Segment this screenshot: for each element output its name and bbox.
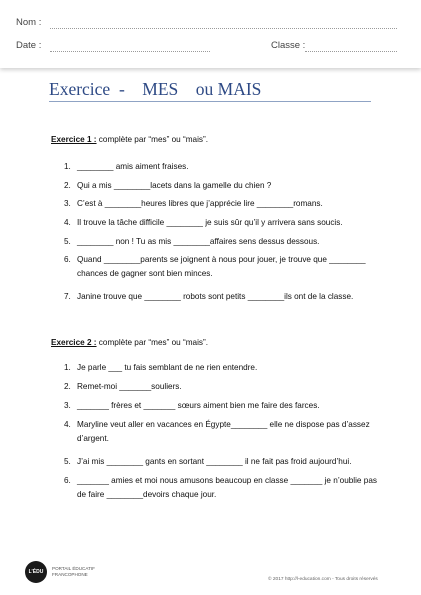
page-title: Exercice - MES ou MAIS — [49, 79, 262, 99]
ex1-item-6-text-cont: chances de gagner sont bien minces. — [77, 269, 213, 278]
portal-caption-line1: PORTAIL ÉDUCATIF — [52, 566, 95, 571]
ex1-item-7 — [64, 291, 353, 302]
ex1-item-1-number: 1. — [64, 162, 71, 171]
ex2-item-2-number: 2. — [64, 382, 71, 391]
ex2-item-6-number: 6. — [64, 476, 71, 485]
exercise1-instruction: complète par “mes” ou “mais”. — [96, 135, 209, 144]
ex2-item-4 — [64, 419, 370, 443]
ex2-item-6-text-cont: de faire ________devoirs chaque jour. — [77, 490, 217, 499]
ex2-item-6 — [64, 475, 377, 499]
exercise2-instruction: complète par “mes” ou “mais”. — [96, 338, 209, 347]
exercise2-heading — [51, 338, 208, 347]
ex2-item-4-text: Maryline veut aller en vacances en Égypte________ elle ne dispose pas d’assez — [77, 420, 370, 429]
ex2-item-5-number: 5. — [64, 457, 71, 466]
classe-field[interactable] — [305, 51, 397, 52]
exercise1-label: Exercice 1 : — [51, 135, 97, 144]
nom-field[interactable] — [50, 28, 397, 29]
ex1-item-6 — [64, 254, 366, 278]
ex2-item-2-text: Remet-moi _______souliers. — [77, 382, 182, 391]
portal-caption-line2: FRANCOPHONE — [52, 572, 88, 577]
ex1-item-7-text: Janine trouve que ________ robots sont petits ________ils ont de la classe. — [77, 292, 354, 301]
exercise2-label: Exercice 2 : — [51, 338, 97, 347]
ex1-item-2-number: 2. — [64, 181, 71, 190]
ex2-item-1-text: Je parle ___ tu fais semblant de ne rien entendre. — [77, 363, 258, 372]
ex2-item-5-text: J’ai mis ________ gants en sortant ________ il ne fait pas froid aujourd’hui. — [77, 457, 352, 466]
ex1-item-5 — [64, 236, 319, 247]
ex2-item-3 — [64, 400, 320, 411]
ex1-item-3-text: C’est à ________heures libres que j’apprécie lire ________romans. — [77, 199, 323, 208]
ex1-item-1-text: ________ amis aiment fraises. — [77, 162, 189, 171]
ex1-item-5-number: 5. — [64, 237, 71, 246]
ex2-item-3-text: _______ frères et _______ sœurs aiment bien me faire des farces. — [77, 401, 320, 410]
ex2-item-1-number: 1. — [64, 363, 71, 372]
ex1-item-6-text: Quand ________parents se joignent à nous pour jouer, je trouve que ________ — [77, 255, 366, 264]
nom-label: Nom : — [16, 17, 42, 28]
date-field[interactable] — [50, 51, 210, 52]
ex2-item-2 — [64, 381, 182, 392]
ex2-item-1 — [64, 362, 257, 373]
ex1-item-1 — [64, 161, 189, 172]
ex2-item-4-text-cont: d’argent. — [77, 434, 109, 443]
ex2-item-5 — [64, 456, 351, 467]
exercise1-heading — [51, 135, 208, 144]
ex2-item-6-text: _______ amies et moi nous amusons beaucoup en classe _______ je n’oublie pas — [77, 476, 377, 485]
ex1-item-4-number: 4. — [64, 218, 71, 227]
ex1-item-3 — [64, 198, 323, 209]
date-label: Date : — [16, 40, 42, 51]
ex2-item-3-number: 3. — [64, 401, 71, 410]
title-bar — [49, 78, 371, 102]
ex1-item-7-number: 7. — [64, 292, 71, 301]
portal-caption — [52, 566, 95, 578]
ex1-item-6-number: 6. — [64, 255, 71, 264]
ex1-item-2-text: Qui a mis ________lacets dans la gamelle du chien ? — [77, 181, 272, 190]
page-header — [0, 0, 421, 68]
ex1-item-2 — [64, 180, 271, 191]
copyright-notice: © 2017 http://l-education.com - Tous droits réservés — [268, 577, 378, 582]
ledu-logo — [25, 561, 47, 583]
ex1-item-4 — [64, 217, 343, 228]
ex1-item-3-number: 3. — [64, 199, 71, 208]
ledu-logo-text: L’ÉDU — [28, 569, 44, 575]
classe-label: Classe : — [271, 40, 306, 51]
ex2-item-4-number: 4. — [64, 420, 71, 429]
ex1-item-5-text: ________ non ! Tu as mis ________affaires sens dessus dessous. — [77, 237, 320, 246]
ex1-item-4-text: Il trouve la tâche difficile ________ je suis sûr qu’il y arrivera sans soucis. — [77, 218, 343, 227]
